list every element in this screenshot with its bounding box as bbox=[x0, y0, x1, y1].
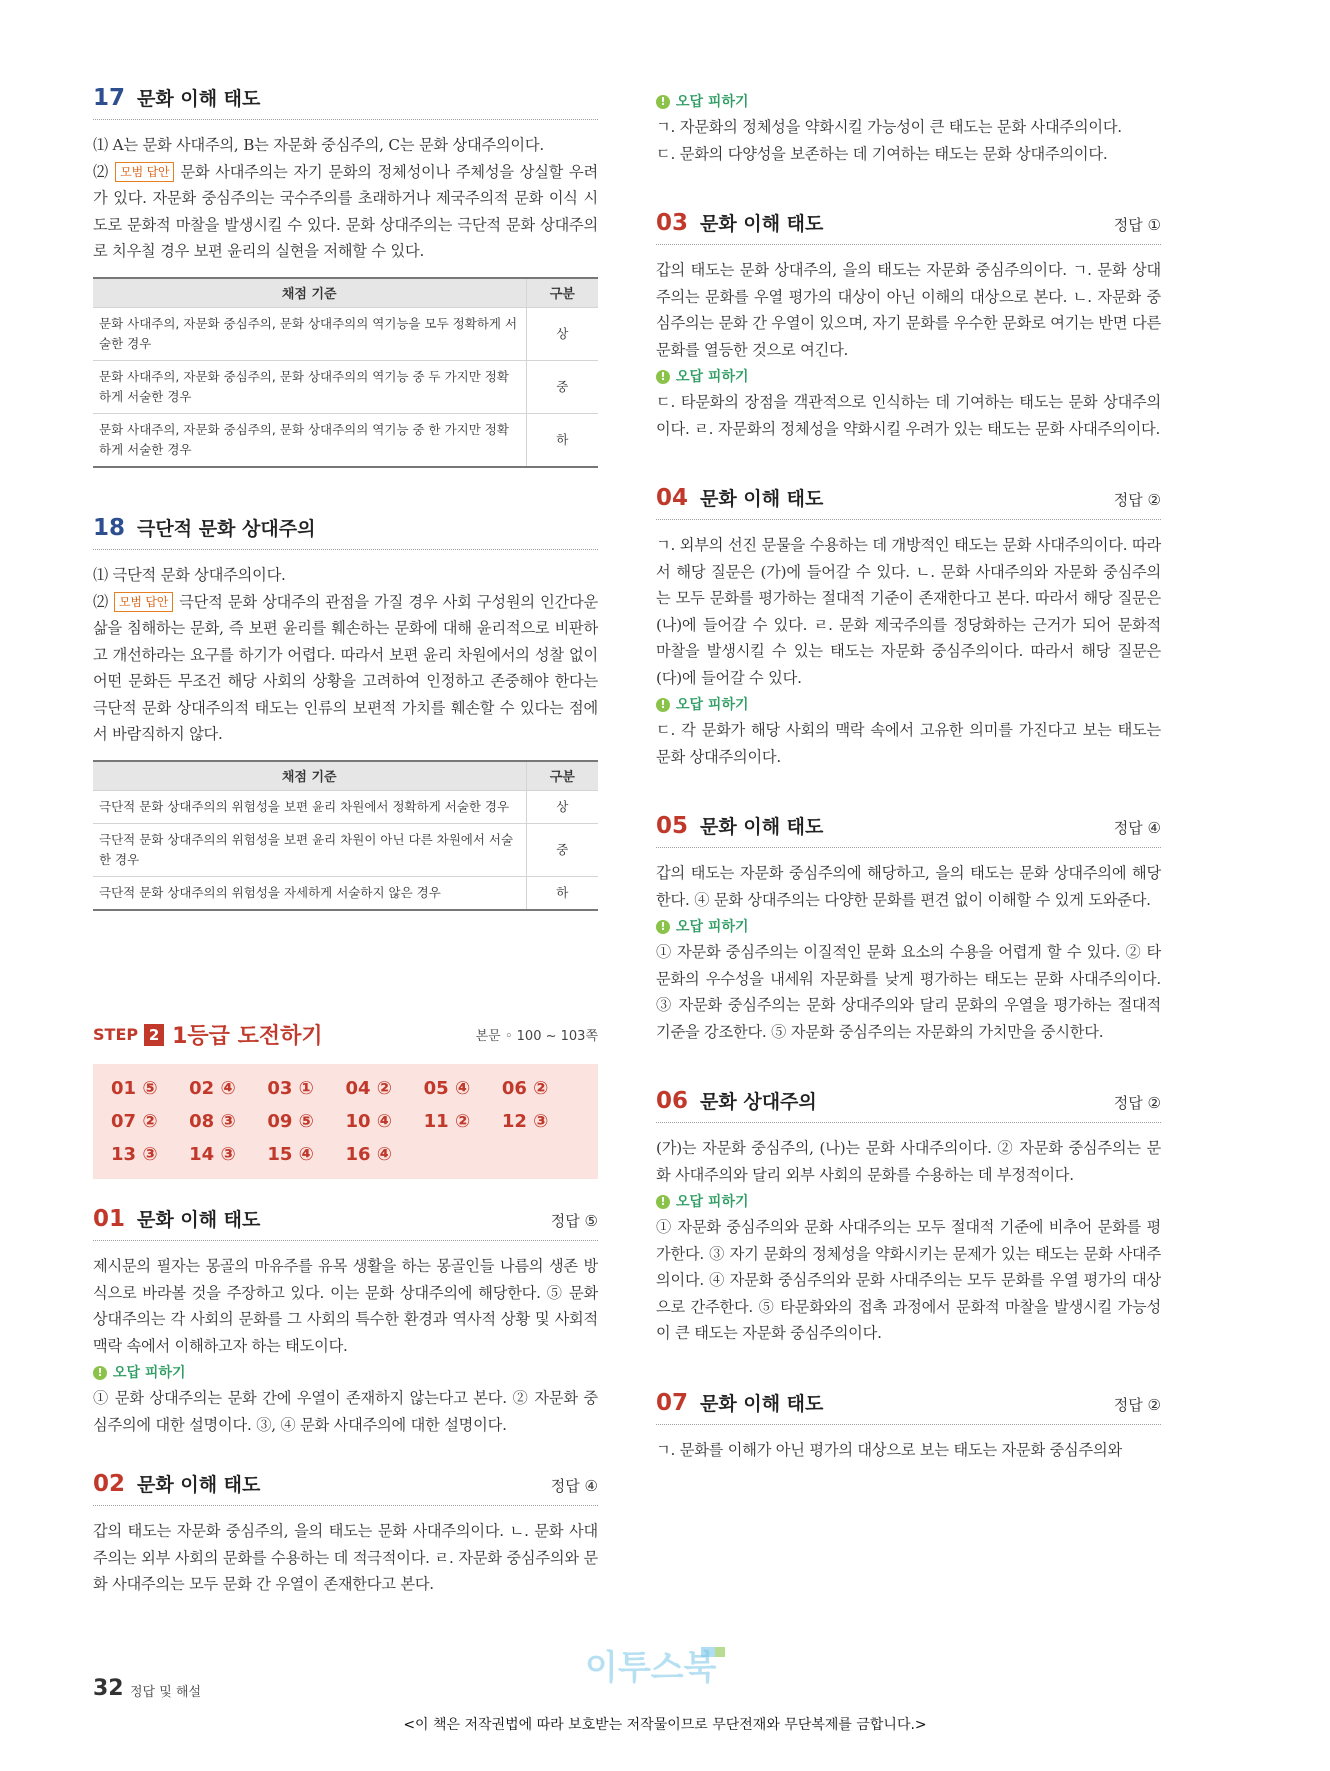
answer-key-item: 07 ② bbox=[111, 1111, 158, 1132]
solution-01 bbox=[93, 1205, 598, 1438]
model-answer-tag: 모범 답안 bbox=[115, 162, 174, 182]
answer-key-box bbox=[93, 1064, 598, 1179]
solution-number: 03 bbox=[656, 210, 689, 236]
solution-04 bbox=[656, 484, 1161, 770]
solution-title: 문화 이해 태도 bbox=[700, 213, 824, 235]
solution-number: 05 bbox=[656, 813, 689, 839]
solution-number: 06 bbox=[656, 1088, 689, 1114]
answer-key-item: 15 ④ bbox=[267, 1144, 314, 1165]
solution-05 bbox=[656, 812, 1161, 1045]
avoid-wrong-heading bbox=[656, 693, 1161, 717]
answer-key-item: 16 ④ bbox=[345, 1144, 393, 1165]
grading-table bbox=[93, 277, 598, 469]
correct-answer: 정답 ④ bbox=[1113, 819, 1161, 837]
answer-part-2 bbox=[93, 159, 598, 265]
criteria-cell: 문화 사대주의, 자문화 중심주의, 문화 상대주의의 역기능을 모두 정확하게 서술한 경우 bbox=[93, 308, 526, 361]
exclamation-icon: ! bbox=[656, 95, 670, 109]
avoid-wrong-line: ㄱ. 자문화의 정체성을 약화시킬 가능성이 큰 태도는 문화 사대주의이다. bbox=[656, 118, 1122, 136]
header-criteria: 채점 기준 bbox=[93, 278, 526, 308]
exclamation-icon: ! bbox=[656, 370, 670, 384]
solution-header bbox=[656, 484, 1161, 520]
level-cell: 하 bbox=[526, 877, 598, 911]
answer-key-item: 06 ② bbox=[501, 1078, 549, 1099]
table-row bbox=[93, 308, 598, 361]
model-answer-text: 문화 사대주의는 자기 문화의 정체성이나 주체성을 상실할 우려가 있다. 자문화 중심주의는 국수주의를 초래하거나 제국주의적 문화 이식 시도로 문화적 마찰을 발생시킬 수 있다. 문화 상대주의는 극단적 문화 상대주의로 치우칠 경우 보편 윤리의 실현을 저해할 수 있다. bbox=[93, 162, 598, 260]
exclamation-icon: ! bbox=[93, 1366, 107, 1380]
step-2-section bbox=[93, 1019, 598, 1179]
step-number: 2 bbox=[144, 1024, 164, 1046]
step-label: STEP bbox=[93, 1025, 139, 1044]
solution-title: 문화 상대주의 bbox=[700, 1091, 817, 1113]
explanation-text: 갑의 태도는 자문화 중심주의, 을의 태도는 문화 사대주의이다. ㄴ. 문화 사대주의는 외부 사회의 문화를 수용하는 데 적극적이다. ㄹ. 자문화 중심주의와 문화 사대주의는 모두 문화 간 우열이 존재한다고 본다. bbox=[93, 1522, 598, 1593]
question-number: 18 bbox=[93, 515, 126, 541]
avoid-wrong-heading bbox=[656, 915, 1161, 939]
page-reference: 본문 ◦ 100 ~ 103쪽 bbox=[475, 1029, 598, 1044]
grading-table bbox=[93, 760, 598, 912]
avoid-wrong-label: 오답 피하기 bbox=[676, 697, 749, 713]
avoid-wrong-line: ㄷ. 문화의 다양성을 보존하는 데 기여하는 태도는 문화 상대주의이다. bbox=[656, 144, 1108, 163]
explanation-text: 갑의 태도는 자문화 중심주의에 해당하고, 을의 태도는 문화 상대주의에 해당한다. ④ 문화 상대주의는 다양한 문화를 편견 없이 이해할 수 있게 도와준다. bbox=[656, 864, 1161, 909]
solution-header bbox=[93, 1470, 598, 1506]
answer-key-item: 09 ⑤ bbox=[267, 1111, 314, 1132]
avoid-wrong-text: ㄷ. 타문화의 장점을 객관적으로 인식하는 데 기여하는 태도는 문화 상대주의이다. ㄹ. 자문화의 정체성을 약화시킬 우려가 있는 태도는 문화 사대주의이다. bbox=[656, 393, 1161, 438]
table-row bbox=[93, 877, 598, 911]
level-cell: 중 bbox=[526, 824, 598, 877]
solution-header bbox=[93, 1205, 598, 1241]
answer-key-item: 10 ④ bbox=[345, 1111, 393, 1132]
solution-02 bbox=[93, 1470, 598, 1598]
right-column bbox=[656, 88, 1161, 1463]
level-cell: 상 bbox=[526, 791, 598, 824]
table-row bbox=[93, 414, 598, 468]
solution-title: 문화 이해 태도 bbox=[700, 816, 824, 838]
explanation-text: ㄱ. 문화를 이해가 아닌 평가의 대상으로 보는 태도는 자문화 중심주의와 bbox=[656, 1440, 1122, 1459]
avoid-wrong-text: ① 자문화 중심주의와 문화 사대주의는 모두 절대적 기준에 비추어 문화를 평가한다. ③ 자기 문화의 정체성을 약화시키는 문제가 있는 태도는 문화 사대주의이다. ④ 자문화 중심주의와 문화 사대주의는 모두 문화를 우열 평가의 대상으로 간주한다. ⑤ 타문화와의 접촉 과정에서 문화적 마찰을 발생시킬 가능성이 큰 태도는 자문화 중심주의이다. bbox=[656, 1218, 1161, 1342]
solution-number: 07 bbox=[656, 1389, 689, 1416]
explanation-text: ㄱ. 외부의 선진 문물을 수용하는 데 개방적인 태도는 문화 사대주의이다. 따라서 해당 질문은 (가)에 들어갈 수 있다. ㄴ. 문화 사대주의와 자문화 중심주의는 모두 문화를 평가하는 절대적 기준이 존재한다고 본다. 따라서 해당 질문은 (나)에 들어갈 수 있다. ㄹ. 문화 제국주의를 정당화하는 근거가 되어 문화적 마찰을 발생시킬 수 있는 태도는 자문화 중심주의이다. 따라서 해당 질문은 (다)에 들어갈 수 있다. bbox=[656, 536, 1161, 687]
answer-key-item: 05 ④ bbox=[423, 1078, 471, 1099]
step-header bbox=[93, 1019, 598, 1050]
correct-answer: 정답 ⑤ bbox=[550, 1212, 598, 1230]
avoid-wrong-label: 오답 피하기 bbox=[676, 369, 749, 385]
answer-key-item: 03 ① bbox=[267, 1078, 314, 1099]
exclamation-icon: ! bbox=[656, 1195, 670, 1209]
part-marker: ⑵ bbox=[93, 162, 110, 181]
solution-header bbox=[656, 812, 1161, 848]
header-level: 구분 bbox=[526, 761, 598, 791]
model-answer-text: 극단적 문화 상대주의 관점을 가질 경우 사회 구성원의 인간다운 삶을 침해하는 문화, 즉 보편 윤리를 훼손하는 문화에 대해 윤리적으로 비판하고 개선하라는 요구를 하기가 어렵다. 따라서 보편 윤리 차원에서의 성찰 없이 어떤 문화든 무조건 해당 사회의 상황을 고려하여 인정하고 존중해야 한다는 극단적 문화 상대주의적 태도는 인류의 보편적 가치를 훼손할 수 있다는 점에서 바람직하지 않다. bbox=[93, 592, 598, 743]
avoid-wrong-heading bbox=[656, 1190, 1161, 1214]
solution-07 bbox=[656, 1389, 1161, 1464]
question-header bbox=[93, 84, 598, 120]
answer-key-item: 14 ③ bbox=[189, 1144, 236, 1165]
table-row bbox=[93, 361, 598, 414]
criteria-cell: 극단적 문화 상대주의의 위험성을 보편 윤리 차원이 아닌 다른 차원에서 서술한 경우 bbox=[93, 824, 526, 877]
solution-title: 문화 이해 태도 bbox=[137, 1474, 261, 1496]
correct-answer: 정답 ② bbox=[1113, 1094, 1161, 1112]
answer-part-2 bbox=[93, 589, 598, 748]
answer-key-item: 01 ⑤ bbox=[111, 1078, 158, 1099]
avoid-wrong-heading bbox=[656, 365, 1161, 389]
answer-key-item: 04 ② bbox=[345, 1078, 393, 1099]
answer-key-item: 11 ② bbox=[423, 1111, 471, 1132]
explanation-text: (가)는 자문화 중심주의, (나)는 문화 사대주의이다. ② 자문화 중심주의는 문화 사대주의와 달리 외부 사회의 문화를 수용하는 데 부정적이다. bbox=[656, 1139, 1161, 1184]
solution-title: 문화 이해 태도 bbox=[700, 1392, 824, 1415]
answer-key-item: 02 ④ bbox=[189, 1078, 236, 1099]
avoid-wrong-label: 오답 피하기 bbox=[676, 919, 749, 935]
question-header bbox=[93, 514, 598, 550]
answer-part-1: ⑴ A는 문화 사대주의, B는 자문화 중심주의, C는 문화 상대주의이다. bbox=[93, 136, 544, 154]
answer-key-item: 12 ③ bbox=[501, 1111, 549, 1132]
left-column bbox=[93, 84, 598, 1598]
level-cell: 하 bbox=[526, 414, 598, 468]
level-cell: 중 bbox=[526, 361, 598, 414]
solution-number: 04 bbox=[656, 485, 689, 511]
question-title: 극단적 문화 상대주의 bbox=[137, 518, 316, 540]
criteria-cell: 극단적 문화 상대주의의 위험성을 자세하게 서술하지 않은 경우 bbox=[93, 877, 526, 911]
header-level: 구분 bbox=[526, 278, 598, 308]
criteria-cell: 극단적 문화 상대주의의 위험성을 보편 윤리 차원에서 정확하게 서술한 경우 bbox=[93, 791, 526, 824]
solution-title: 문화 이해 태도 bbox=[137, 1209, 261, 1231]
answer-part-1: ⑴ 극단적 문화 상대주의이다. bbox=[93, 566, 286, 584]
avoid-wrong-text: ㄷ. 각 문화가 해당 사회의 맥락 속에서 고유한 의미를 가진다고 보는 태도는 문화 상대주의이다. bbox=[656, 721, 1161, 766]
copyright-notice: <이 책은 저작권법에 따라 보호받는 저작물이므로 무단전재와 무단복제를 금합니다.> bbox=[403, 1717, 927, 1733]
solution-header bbox=[656, 1389, 1161, 1425]
criteria-cell: 문화 사대주의, 자문화 중심주의, 문화 상대주의의 역기능 중 한 가지만 정확하게 서술한 경우 bbox=[93, 414, 526, 468]
exclamation-icon: ! bbox=[656, 698, 670, 712]
correct-answer: 정답 ② bbox=[1113, 1395, 1161, 1414]
part-marker: ⑵ bbox=[93, 592, 109, 611]
explanation-text: 갑의 태도는 문화 상대주의, 을의 태도는 자문화 중심주의이다. ㄱ. 문화 상대주의는 문화를 우열 평가의 대상이 아닌 이해의 대상으로 본다. ㄴ. 자문화 중심주의는 문화 간 우열이 있으며, 자기 문화를 우수한 문화로 여기는 반면 다른 문화를 열등한 것으로 여긴다. bbox=[656, 261, 1161, 359]
correct-answer: 정답 ② bbox=[1113, 491, 1161, 509]
table-row bbox=[93, 824, 598, 877]
question-18 bbox=[93, 514, 598, 911]
avoid-wrong-text: ① 자문화 중심주의는 이질적인 문화 요소의 수용을 어렵게 할 수 있다. ② 타문화의 우수성을 내세워 자문화를 낮게 평가하는 태도는 문화 사대주의이다. ③ 자문화 중심주의는 문화 상대주의와 달리 문화의 우열을 평가하는 절대적 기준을 강조한다. ⑤ 자문화 중심주의는 자문화의 가치만을 중시한다. bbox=[656, 943, 1161, 1041]
table-row bbox=[93, 791, 598, 824]
explanation-text: 제시문의 필자는 몽골의 마유주를 유목 생활을 하는 몽골인들 나름의 생존 방식으로 바라볼 것을 주장하고 있다. 이는 문화 상대주의에 해당한다. ⑤ 문화 상대주의는 각 사회의 문화를 그 사회의 특수한 환경과 역사적 상황 및 사회적 맥락 속에서 이해하고자 하는 태도이다. bbox=[93, 1257, 598, 1355]
avoid-wrong-text: ① 문화 상대주의는 문화 간에 우열이 존재하지 않는다고 본다. ② 자문화 중심주의에 대한 설명이다. ③, ④ 문화 사대주의에 대한 설명이다. bbox=[93, 1389, 598, 1434]
solution-02-continued bbox=[656, 90, 1161, 167]
page-label: 정답 및 해설 bbox=[130, 1685, 202, 1700]
publisher-watermark-logo bbox=[583, 1643, 743, 1687]
avoid-wrong-heading bbox=[656, 90, 1161, 114]
solution-06 bbox=[656, 1087, 1161, 1347]
avoid-wrong-heading bbox=[93, 1361, 598, 1385]
watermark-text: 이투스북 bbox=[585, 1648, 717, 1687]
answer-key-item: 13 ③ bbox=[111, 1144, 158, 1165]
correct-answer: 정답 ④ bbox=[550, 1477, 598, 1495]
step-title: 1등급 도전하기 bbox=[172, 1024, 323, 1049]
solution-header bbox=[656, 1087, 1161, 1123]
level-cell: 상 bbox=[526, 308, 598, 361]
header-criteria: 채점 기준 bbox=[93, 761, 526, 791]
solution-03 bbox=[656, 209, 1161, 442]
criteria-cell: 문화 사대주의, 자문화 중심주의, 문화 상대주의의 역기능 중 두 가지만 정확하게 서술한 경우 bbox=[93, 361, 526, 414]
avoid-wrong-label: 오답 피하기 bbox=[676, 1194, 749, 1210]
correct-answer: 정답 ① bbox=[1113, 216, 1161, 234]
avoid-wrong-label: 오답 피하기 bbox=[676, 94, 749, 110]
answer-key-item: 08 ③ bbox=[189, 1111, 236, 1132]
solution-title: 문화 이해 태도 bbox=[700, 488, 824, 510]
solution-header bbox=[656, 209, 1161, 245]
question-number: 17 bbox=[93, 85, 126, 111]
avoid-wrong-label: 오답 피하기 bbox=[113, 1365, 186, 1381]
page-number: 32 bbox=[93, 1676, 124, 1701]
question-17 bbox=[93, 84, 598, 468]
solution-number: 02 bbox=[93, 1471, 126, 1497]
question-title: 문화 이해 태도 bbox=[137, 88, 261, 110]
model-answer-tag: 모범 답안 bbox=[114, 592, 173, 612]
exclamation-icon: ! bbox=[656, 920, 670, 934]
solution-number: 01 bbox=[93, 1206, 126, 1232]
